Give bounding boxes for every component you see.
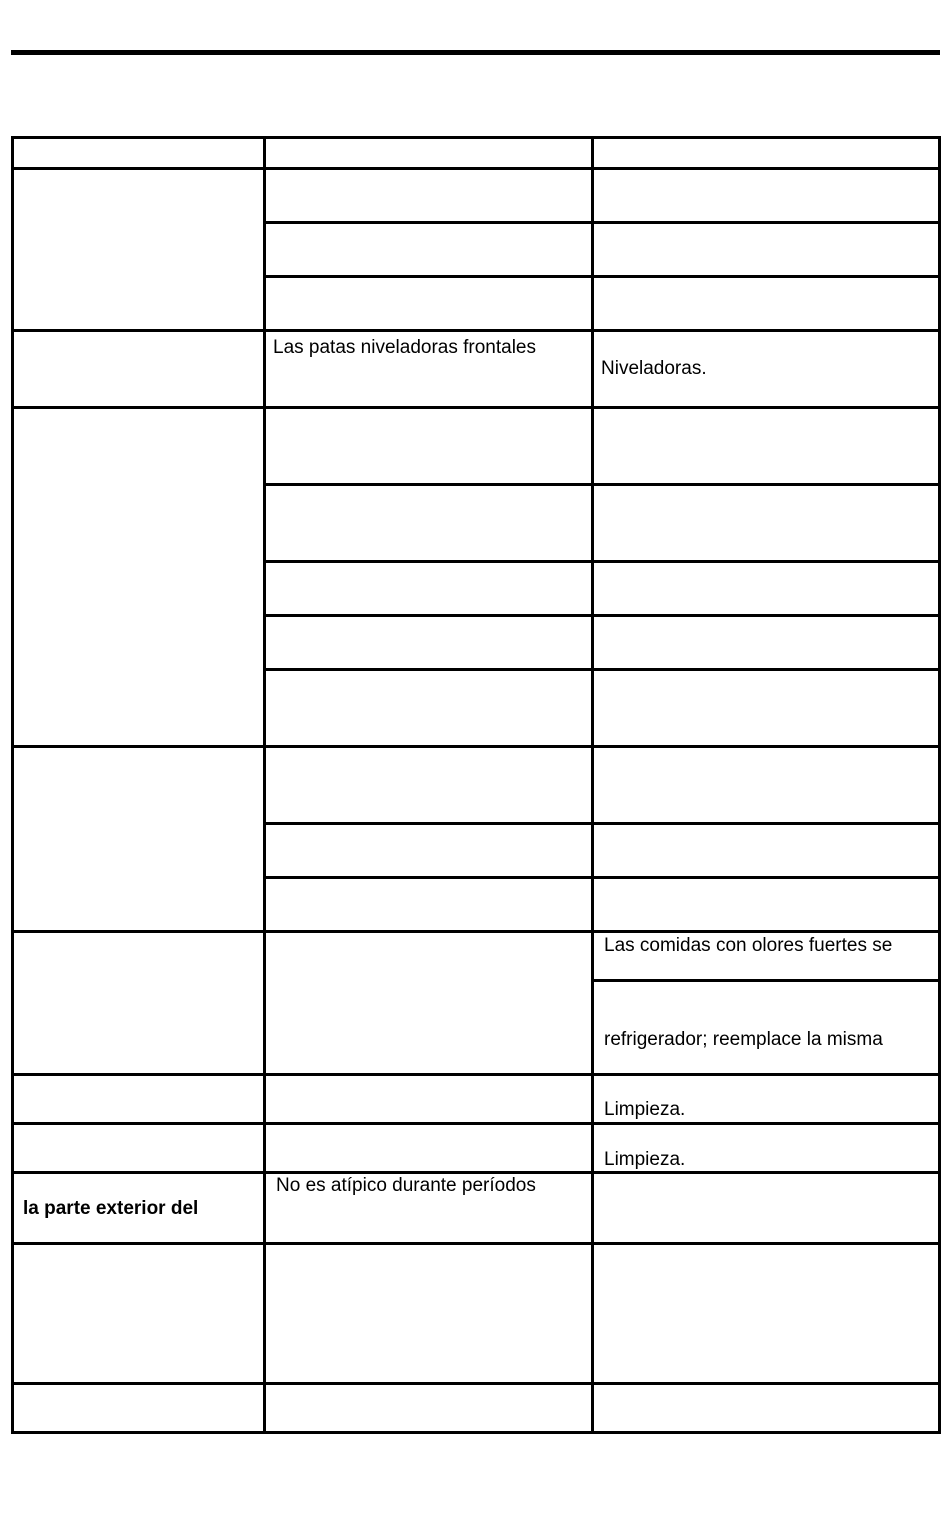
subrow-divider [264, 483, 941, 486]
row-divider [11, 1122, 941, 1125]
header-row-divider [11, 167, 941, 170]
cause-cell-leveling: Las patas niveladoras frontales [273, 337, 536, 358]
row-divider [11, 406, 941, 409]
table-border-left [11, 136, 14, 1434]
row-divider [11, 1382, 941, 1385]
subrow-divider [264, 221, 941, 224]
table-border-bottom [11, 1431, 941, 1434]
subrow-divider [264, 822, 941, 825]
subrow-divider [264, 668, 941, 671]
remedy-cell-odors-line2: refrigerador; reemplace la misma [604, 1029, 883, 1050]
subrow-divider [264, 275, 941, 278]
subrow-divider [264, 560, 941, 563]
remedy-cell-cleaning-b: Limpieza. [604, 1149, 686, 1170]
remedy-cell-odors-line1: Las comidas con olores fuertes se [604, 935, 893, 956]
table-border-top [11, 136, 941, 139]
subrow-divider [264, 614, 941, 617]
remedy-cell-leveling: Niveladoras. [601, 358, 707, 379]
remedy-cell-cleaning-a: Limpieza. [604, 1099, 686, 1120]
column-divider [591, 136, 594, 1434]
subrow-divider [592, 979, 941, 982]
table-border-right [938, 136, 941, 1434]
cause-cell-exterior: No es atípico durante períodos [276, 1175, 536, 1196]
row-divider [11, 930, 941, 933]
row-divider [11, 1171, 941, 1174]
row-divider [11, 1073, 941, 1076]
row-divider [11, 1242, 941, 1245]
row-divider [11, 329, 941, 332]
row-divider [11, 745, 941, 748]
column-divider [263, 136, 266, 1434]
problem-cell-exterior: la parte exterior del [23, 1198, 199, 1219]
subrow-divider [264, 876, 941, 879]
top-rule [11, 50, 940, 55]
